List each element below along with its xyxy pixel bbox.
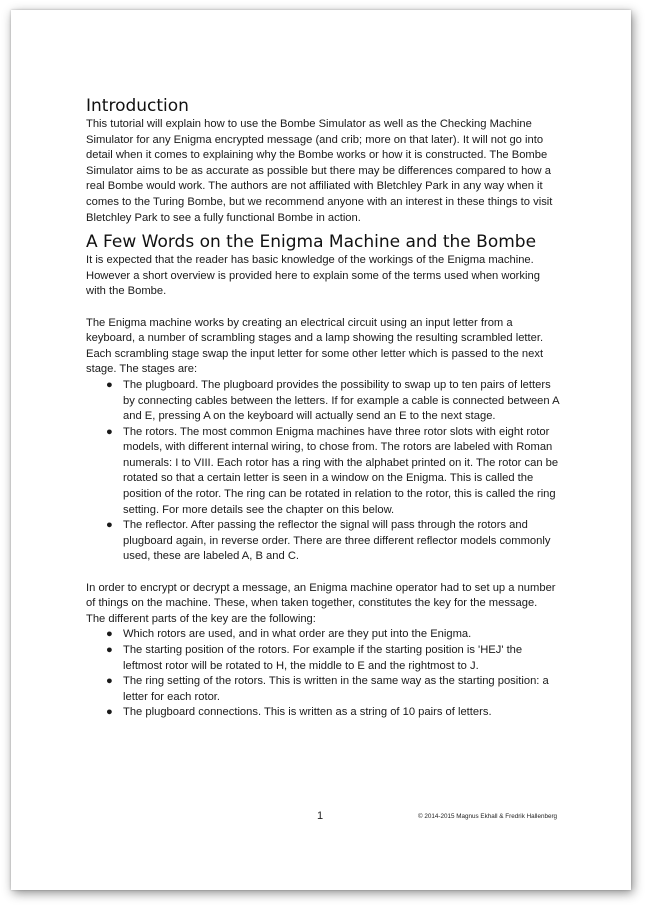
- list-item-text: The rotors. The most common Enigma machines have three rotor slots with eight rotor models, with different internal wiring, to chose from. The rotors are labeled with Roman numerals: I to VIII. Each rotor has a ring with the alphabet printed on it. The rotor can be rotated so that a certain letter is seen in a window on the Enigma. This is called the position of the rotor. The ring can be rotated in relation to the rotor, this is called the ring setting. For more details see the chapter on this below.: [123, 425, 559, 516]
- bullet-icon: ●: [106, 644, 113, 656]
- list-item: [106, 643, 561, 674]
- list-item-text: The reflector. After passing the reflector the signal will pass through the rotors and plugboard again, in reverse order. There are three different reflector models commonly used, these are labeled A, B and C.: [123, 519, 551, 563]
- enigma-paragraph-key: In order to encrypt or decrypt a message, an Enigma machine operator had to set up a number of things on the machine. These, when taken together, constitutes the key for the message.: [86, 581, 556, 610]
- list-item: [106, 627, 561, 643]
- bullet-icon: ●: [106, 628, 113, 641]
- bullet-icon: ●: [106, 675, 113, 688]
- bullet-icon: ●: [106, 425, 113, 438]
- list-item: [106, 378, 561, 425]
- list-item-text: Which rotors are used, and in what order are they put into the Enigma.: [123, 628, 472, 641]
- introduction-paragraph: This tutorial will explain how to use the Bombe Simulator as well as the Checking Machine Simulator for any Enigma encrypted message (and crib; more on that later). It will not go into detail when it comes to explaining why the Bombe works or how it is constructed. The Bombe Simulator aims to be as accurate as possible but there may be differences compared to how a real Bombe would work. The authors are not affiliated with Bletchley Park in any way when it comes to the Turing Bombe, but we recommend anyone with an interest in these things to visit Bletchley Park to see a fully functional Bombe in action.: [86, 118, 553, 224]
- key-parts-list: [86, 627, 561, 721]
- list-item-text: The starting position of the rotors. For example if the starting position is 'HEJ' the leftmost rotor will be rotated to H, the middle to E and the rightmost to J.: [123, 644, 523, 672]
- stages-list: [86, 378, 561, 565]
- paragraph-spacer: [86, 565, 561, 581]
- list-item: [106, 425, 561, 519]
- introduction-heading: Introduction: [86, 96, 189, 116]
- list-item-text: The plugboard. The plugboard provides the possibility to swap up to ten pairs of letters by connecting cables between the letters. If for example a cable is connected between A and E, pressing A on the keyboard will actually send an E to the next stage.: [123, 378, 559, 423]
- enigma-heading: A Few Words on the Enigma Machine and the Bombe: [86, 232, 537, 253]
- bullet-icon: ●: [106, 519, 113, 532]
- list-item-text: The plugboard connections. This is written as a string of 10 pairs of letters.: [123, 706, 492, 719]
- page-content: [86, 96, 561, 721]
- bullet-icon: ●: [106, 706, 113, 719]
- document-page: [11, 10, 631, 890]
- page-number: 1: [317, 810, 324, 822]
- enigma-paragraph-circuit: The Enigma machine works by creating an electrical circuit using an input letter from a keyboard, a number of scrambling stages and a lamp showing the resulting scrambled letter. Each scrambling stage swap the input letter for some other letter which is passed to the next stage. The stages are:: [86, 316, 544, 376]
- list-item: [106, 674, 561, 705]
- list-item: [106, 518, 561, 565]
- enigma-paragraph-key-parts: The different parts of the key are the following:: [86, 612, 316, 625]
- paragraph-spacer: [86, 300, 561, 316]
- copyright-notice: © 2014-2015 Magnus Ekhall & Fredrik Hallenberg: [418, 813, 558, 820]
- list-item-text: The ring setting of the rotors. This is written in the same way as the starting position: a letter for each rotor.: [123, 675, 549, 703]
- list-item: [106, 705, 561, 721]
- bullet-icon: ●: [106, 378, 113, 391]
- enigma-paragraph-overview: It is expected that the reader has basic knowledge of the workings of the Enigma machine. However a short overview is provided here to explain some of the terms used when working with the Bombe.: [86, 254, 540, 298]
